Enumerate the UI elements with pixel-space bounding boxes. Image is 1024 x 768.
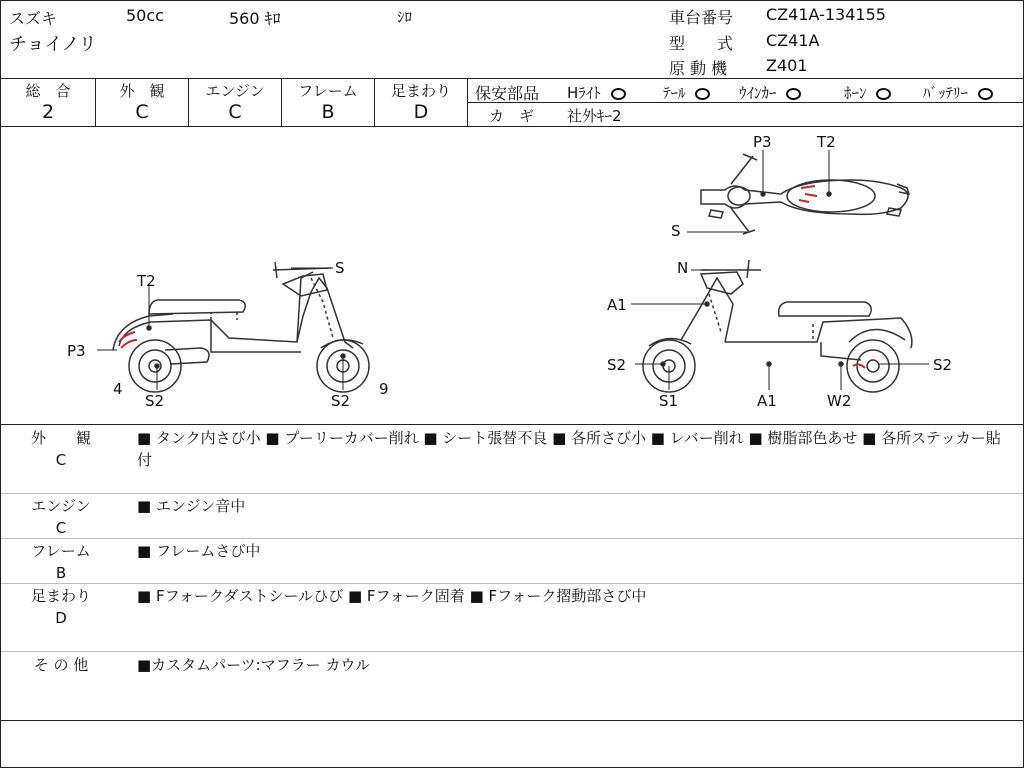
ok-circle-icon (978, 88, 993, 100)
safety-item-battery (923, 82, 993, 103)
ok-circle-icon (876, 88, 891, 100)
suspension-grade: D (413, 101, 429, 123)
section-grade: B (55, 564, 67, 582)
engine-section-label (1, 495, 121, 539)
frame-section-label (1, 540, 121, 584)
section-title: エンジン (31, 497, 91, 515)
engine-model-value: Z401 (766, 56, 808, 75)
divider (467, 78, 468, 126)
section-grade: C (55, 451, 67, 469)
scooter-diagram (1, 128, 1023, 424)
divider (1, 126, 1023, 127)
frame-number-label: 車台番号 (669, 8, 734, 27)
label-right-n: N (677, 259, 689, 277)
type-label: 型 式 (669, 34, 734, 53)
safety-item-headlight (567, 82, 626, 103)
section-title: 足まわり (30, 587, 91, 605)
divider (1, 583, 1023, 584)
ok-circle-icon (611, 88, 626, 100)
engine-grade: C (228, 101, 242, 123)
label-left-s2-rear: S2 (331, 392, 351, 410)
overall-grade-label: 総 合 (25, 82, 71, 100)
frame-remarks: ■ フレームさび中 (137, 542, 261, 560)
type-value: CZ41A (766, 31, 820, 50)
exterior-grade: C (135, 101, 149, 123)
label-top-s: S (671, 222, 681, 240)
safety-item-horn (844, 82, 891, 103)
key-label: カ ギ (489, 107, 535, 125)
ok-circle-icon (695, 88, 710, 100)
ok-circle-icon (786, 88, 801, 100)
label-right-s2-right: S2 (933, 356, 953, 374)
safety-item-name: ﾎｰﾝ (844, 84, 867, 102)
mileage: 560 ｷﾛ (229, 9, 281, 28)
model-name: チョイノリ (9, 34, 97, 55)
key-value: 社外ｷｰ2 (567, 107, 622, 125)
section-grade: D (55, 609, 67, 627)
suspension-remarks: ■ Fフォークダストシールひび ■ Fフォーク固着 ■ Fフォーク摺動部さび中 (137, 587, 647, 605)
engine-grade-label: エンジン (205, 82, 265, 100)
divider (1, 424, 1023, 425)
section-title: フレーム (31, 542, 91, 560)
safety-item-winker (739, 82, 801, 103)
section-grade: C (55, 519, 67, 537)
safety-item-taillight (663, 82, 710, 103)
body-color: ｼﾛ (397, 8, 413, 26)
exterior-section-label (1, 427, 121, 471)
suspension-section-label (1, 585, 121, 629)
section-title: 外 観 (30, 429, 91, 447)
safety-item-name: ﾃｰﾙ (663, 84, 686, 102)
label-left-9: 9 (379, 380, 389, 398)
label-right-w2: W2 (827, 392, 852, 410)
maker-name: スズキ (9, 9, 58, 28)
exterior-grade-label: 外 観 (119, 82, 165, 100)
top-view (687, 150, 909, 234)
label-top-t2: T2 (817, 133, 836, 151)
divider (1, 493, 1023, 494)
divider (1, 651, 1023, 652)
label-left-s2-front: S2 (145, 392, 165, 410)
safety-item-name: Hﾗｲﾄ (567, 84, 601, 102)
frame-grade: B (321, 101, 335, 123)
exterior-remarks: ■ タンク内さび小 ■ プーリーカバー削れ ■ シート張替不良 ■ 各所さび小 ■ レバー削れ ■ 樹脂部色あせ ■ 各所ステッカー貼付 (137, 429, 1001, 469)
safety-item-name: ﾊﾞｯﾃﾘｰ (923, 84, 969, 102)
other-section-label (1, 654, 121, 676)
safety-item-name: ｳｲﾝｶｰ (739, 84, 777, 102)
label-top-p3: P3 (753, 133, 772, 151)
divider (1, 538, 1023, 539)
safety-parts-label: 保安部品 (475, 84, 540, 103)
displacement: 50cc (126, 6, 164, 25)
right-side-view (631, 260, 929, 392)
divider (1, 720, 1023, 721)
other-remarks: ■カスタムパーツ:マフラー カウル (137, 656, 370, 674)
frame-grade-label: フレーム (298, 82, 358, 100)
label-left-s-top: S (335, 259, 345, 277)
engine-model-label: 原 動 機 (669, 59, 728, 78)
label-right-a1-upper: A1 (607, 296, 627, 314)
section-title: そ の 他 (33, 656, 89, 674)
label-left-t2: T2 (137, 272, 156, 290)
overall-grade: 2 (41, 101, 55, 123)
suspension-grade-label: 足まわり (390, 82, 451, 100)
divider (1, 78, 1023, 79)
label-right-s2-left: S2 (607, 356, 627, 374)
label-right-a1-lower: A1 (757, 392, 777, 410)
label-right-s1: S1 (659, 392, 679, 410)
label-left-4: 4 (113, 380, 123, 398)
frame-number: CZ41A-134155 (766, 5, 886, 24)
engine-remarks: ■ エンジン音中 (137, 497, 246, 515)
label-left-p3: P3 (67, 342, 86, 360)
